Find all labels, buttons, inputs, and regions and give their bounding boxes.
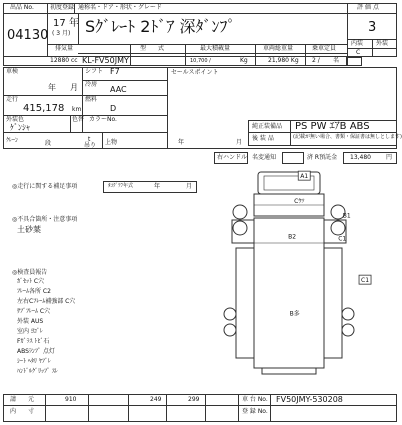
mileage-value: 415,178 [23, 103, 65, 114]
transfer-label: 名変通知 [252, 154, 277, 161]
reg-no-label: 登 録 No. [242, 408, 268, 415]
damage-mark: Cｳﾂ [294, 198, 305, 206]
inspection-month: 月 [70, 83, 78, 92]
report-line: ABSﾗﾝﾌﾟ 点灯 [17, 348, 55, 355]
recycle-unit: 円 [386, 154, 393, 161]
shift-value: F7 [110, 67, 120, 76]
grade-value: 3 [368, 20, 377, 35]
report-line: ｼｰﾄ ﾍﾀﾘ ﾔﾌﾞﾚ [17, 358, 51, 365]
colorno-label: 色替 [72, 116, 85, 123]
tacho-label: ﾀｺｸﾞﾗﾌ年式 [108, 183, 134, 189]
inner-label: 内 寸 [10, 408, 35, 415]
lot-label: 出品 No. [10, 4, 34, 11]
crane-tsuri: 吊り [84, 142, 97, 149]
handle-value: 右ハンドル [217, 154, 248, 161]
lot-number: 04130 [7, 28, 49, 43]
inspector-label: ◎検査員報告 [12, 269, 48, 276]
crane-month: 月 [236, 139, 243, 146]
mileage-label: 走行 [6, 96, 19, 103]
shift-label: シフト [85, 68, 104, 75]
after-note: (記載が無い場合、書類・保証書は無しとします) [293, 134, 402, 140]
tacho-month: 月 [186, 183, 193, 190]
fuel-value: D [110, 104, 117, 113]
equip-label: 純正装備品 [252, 123, 283, 130]
price-1: 910 [65, 396, 77, 403]
report-line: ﾌﾚｰﾑ各所 C2 [17, 288, 51, 295]
crane-dan: 段 [45, 140, 52, 147]
equip-value: PS PW ｴｱB ABS [295, 121, 370, 132]
disp-label: 排気量 [55, 45, 74, 52]
recycle-value: 13,480 [350, 154, 371, 161]
maxload-value: 10,700 / [190, 58, 211, 64]
vehicle-name: Sｸﾞﾚｰﾄ 2ﾄﾞｱ 深ﾀﾞﾝﾌﾟ [85, 17, 236, 36]
damage-mark: B1 [342, 212, 351, 220]
vehicle-damage-diagram [212, 168, 370, 376]
weight-label: 車両総重量 [263, 45, 294, 52]
mileage-unit: km [72, 106, 82, 113]
name-label: 通称名・ドア・形状・グレード [78, 4, 162, 11]
damage-mark: C1 [361, 277, 370, 285]
report-line: 外装 AUS [17, 318, 44, 325]
reg-month: ( 3 月) [52, 30, 71, 37]
colorcode-label: カラーNo. [89, 116, 117, 123]
crane-t: t [88, 136, 91, 143]
aircon-label: 冷房 [85, 81, 98, 88]
capacity-label: 乗車定員 [312, 45, 337, 52]
report-line: 室内 ﾖｺﾞﾚ [17, 328, 43, 335]
inspection-label: 車検 [6, 68, 19, 75]
grade-label: 評 価 点 [357, 4, 379, 11]
crane-label: ｸﾚｰﾝ [6, 137, 19, 144]
disp-value: 12880 cc [50, 57, 78, 64]
fuel-label: 燃料 [85, 96, 98, 103]
after-label: 後 装 品 [252, 135, 274, 142]
reg-year: 17 年 [53, 18, 79, 29]
tacho-year: 年 [154, 183, 161, 190]
recycle-label: 済 R預託金 [307, 154, 338, 161]
model-label: 型 式 [140, 45, 165, 52]
damage-mark: B2 [288, 233, 297, 241]
color-label: 外装色 [6, 116, 25, 123]
chassis-value: FV50JMY-530208 [276, 395, 343, 404]
color-value: ｹﾞﾝｼｬ [10, 123, 30, 132]
aircon-value: AAC [110, 85, 127, 94]
sales-point-label: セールスポイント [171, 69, 219, 76]
crane-upper: 上物 [105, 139, 118, 146]
int-value: C [356, 49, 361, 56]
defect-label: ◎不具合箇所・注意事項 [12, 216, 78, 223]
report-line: ｻﾌﾞﾌﾚｰﾑ C穴 [17, 308, 51, 315]
damage-mark: A1 [300, 173, 309, 181]
capacity-unit: 名 [333, 57, 340, 64]
chassis-label: 車 台 No. [242, 396, 268, 403]
defect-value: 土砂葉 [17, 225, 41, 234]
reg-label: 初度登録 [50, 4, 75, 11]
inspection-year: 年 [48, 83, 56, 92]
report-line: Fｶﾞﾗｽ ﾄﾋﾞ石 [17, 338, 50, 345]
damage-mark: B多 [289, 310, 300, 318]
supplement-label: ◎走行に関する補足事項 [12, 183, 78, 190]
crane-year: 年 [178, 139, 185, 146]
total-label: 請 元 [10, 396, 35, 403]
int-label: 内装 [351, 40, 364, 47]
report-line: 左右Cﾌﾚｰﾑ補強部 C穴 [17, 298, 76, 305]
ext-label: 外装 [376, 40, 389, 47]
maxload-unit: Kg [240, 57, 248, 64]
capacity-value: 2 / [312, 57, 320, 64]
maxload-label: 最大積載量 [200, 45, 231, 52]
price-2: 249 [150, 396, 162, 403]
price-3: 299 [188, 396, 200, 403]
report-line: ﾊﾝﾄﾞﾙｸﾞﾘｯﾌﾟ ｽﾚ [17, 368, 58, 375]
weight-value: 21,980 Kg [268, 57, 299, 64]
damage-mark: C1 [338, 235, 347, 243]
model-value: KL-FV50JMY [82, 56, 129, 65]
report-line: ｶﾞｾｯﾄ C穴 [17, 278, 45, 285]
